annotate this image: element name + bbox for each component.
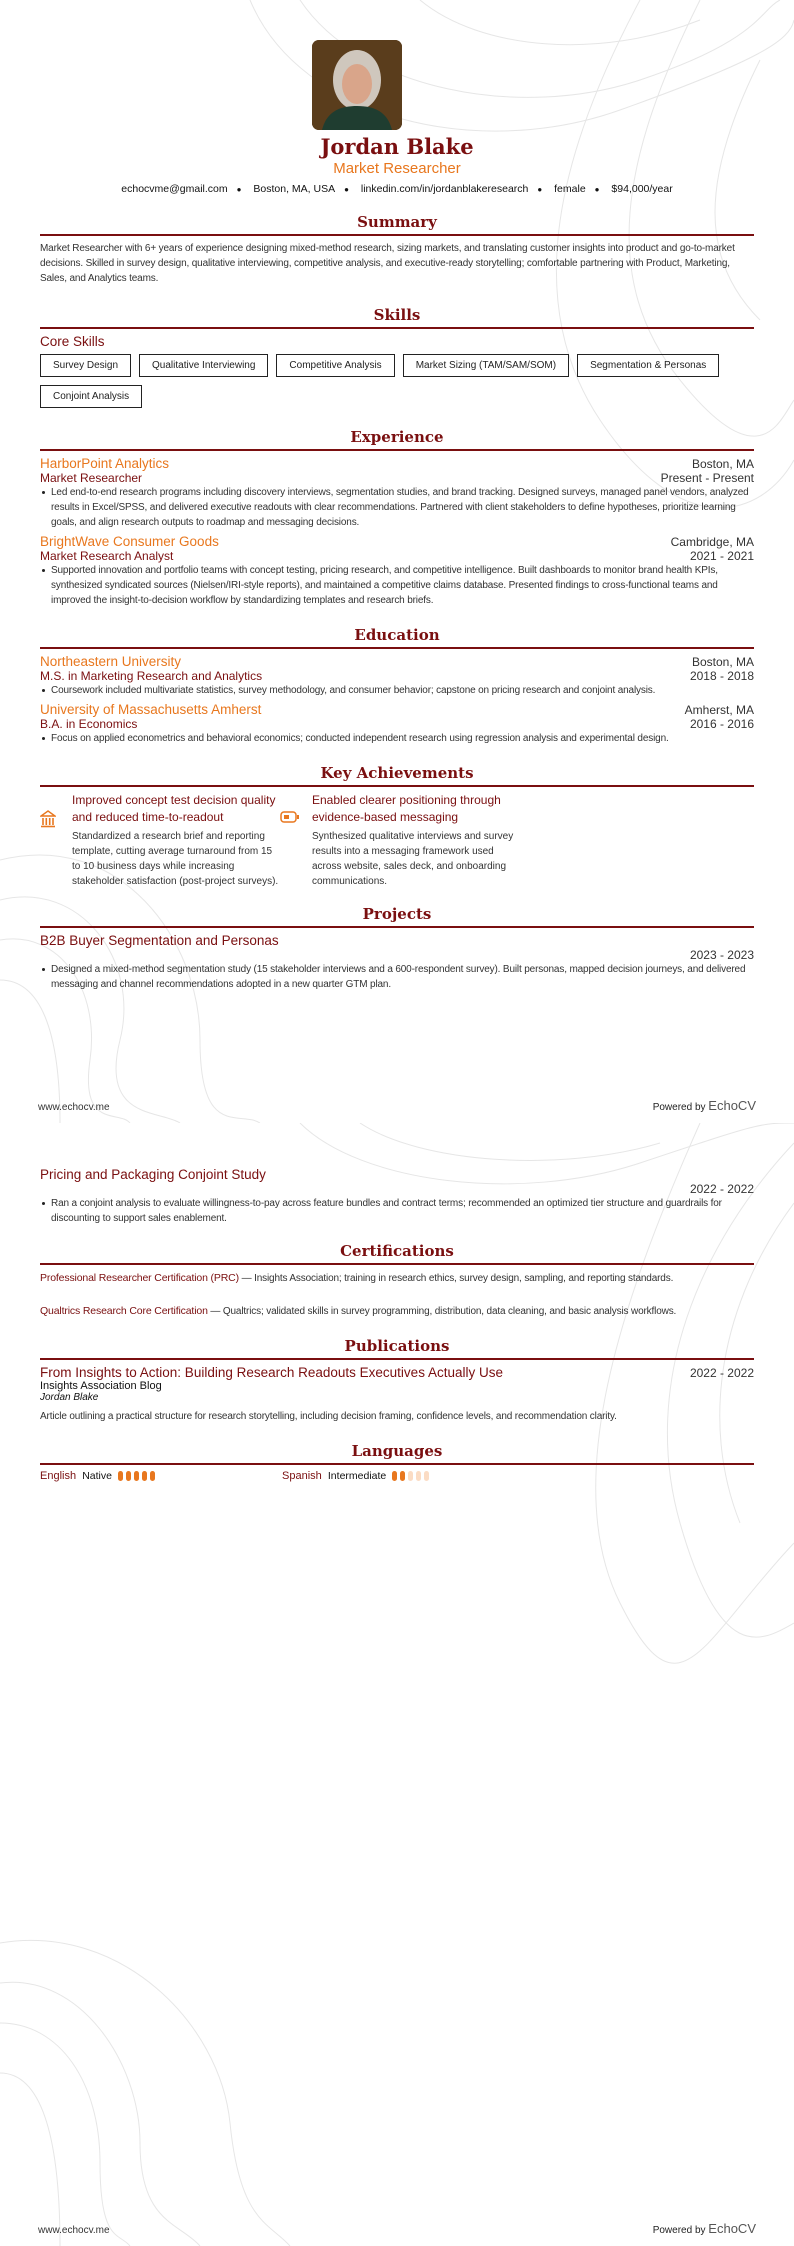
- certification-description: — Insights Association; training in research ethics, survey design, sampling, and reporting standards.: [238, 1273, 674, 1284]
- publication-publisher: Insights Association Blog: [40, 1380, 162, 1392]
- certification-name: Professional Researcher Certification (PRC): [40, 1272, 239, 1284]
- section-heading: Key Achievements: [40, 764, 754, 787]
- publication-dates: 2022 - 2022: [689, 1366, 754, 1380]
- skill-chip: Market Sizing (TAM/SAM/SOM): [403, 354, 569, 377]
- school-name: University of Massachusetts Amherst: [40, 702, 262, 717]
- summary-text: Market Researcher with 6+ years of experience designing mixed-method research, sizing markets, and translating customer insights into product and go-to-market decisions. Skilled in survey design, qualitative interviewing, competitive analysis, and executive-ready storytelling; comfortable partnering with Product, Marketing, Sales, and Analytics teams.: [40, 243, 735, 284]
- project-name: B2B Buyer Segmentation and Personas: [40, 933, 279, 948]
- powered-by-label: Powered by: [652, 1102, 706, 1113]
- page-footer: [38, 1098, 756, 1113]
- project-bullet: Designed a mixed-method segmentation study (15 stakeholder interviews and a 600-respondent survey). Built personas, mapped decision journeys, and delivered messaging and channel recommendations adopted in a new quarter GTM plan.: [40, 962, 754, 992]
- gender: female: [554, 183, 586, 195]
- rating-dot-filled: [134, 1471, 139, 1481]
- section-heading: Skills: [40, 306, 754, 329]
- education-section: [40, 626, 754, 746]
- school-name: Northeastern University: [40, 654, 182, 669]
- project-dates: 2023 - 2023: [689, 948, 754, 962]
- achievements-section: [40, 764, 754, 889]
- experience-item: [40, 534, 754, 608]
- footer-site-link[interactable]: www.echocv.me: [38, 2225, 110, 2236]
- contact-line: echocvme@gmail.com ● Boston, MA, USA ● linkedin.com/in/jordanblakeresearch ● female ● $94,000/year: [121, 183, 673, 195]
- education-bullet: Coursework included multivariate statistics, survey methodology, and consumer behavior; capstone on pricing research and conjoint analysis.: [40, 683, 754, 698]
- skill-chip: Survey Design: [40, 354, 131, 377]
- project-item: [40, 933, 754, 992]
- education-item: [40, 702, 754, 746]
- rating-dot-empty: [408, 1471, 413, 1481]
- certification-item: [40, 1271, 754, 1286]
- language-name: English: [40, 1470, 77, 1482]
- rating-dot-filled: [142, 1471, 147, 1481]
- experience-section: [40, 428, 754, 608]
- job-location: Cambridge, MA: [670, 535, 754, 549]
- company-name: HarborPoint Analytics: [40, 456, 170, 471]
- echocv-brand[interactable]: EchoCV: [708, 1098, 756, 1113]
- rating-dot-filled: [126, 1471, 131, 1481]
- achievement-description: Synthesized qualitative interviews and survey results into a messaging framework used across website, sales deck, and onboarding communications.: [312, 831, 514, 887]
- language-level: Native: [82, 1470, 112, 1482]
- battery-icon: [280, 792, 302, 889]
- degree: B.A. in Economics: [40, 717, 138, 731]
- candidate-name: Jordan Blake: [320, 134, 474, 159]
- rating-dot-filled: [400, 1471, 405, 1481]
- certification-name: Qualtrics Research Core Certification: [40, 1305, 208, 1317]
- profile-photo: [312, 40, 402, 130]
- section-heading: Publications: [40, 1337, 754, 1360]
- job-title: Market Research Analyst: [40, 549, 174, 563]
- languages-section: [40, 1442, 754, 1482]
- project-item: [40, 1167, 754, 1226]
- job-bullet: Supported innovation and portfolio teams with concept testing, pricing research, and competitive intelligence. Built dashboards to monitor brand health KPIs, synthesized syndicated sources (Nielsen/IRI-style reports), and maintained a competitive claims database. Presented findings to cross-functional teams and improved the insight-to-decision workflow by standardizing templates and research briefs.: [40, 563, 754, 608]
- rating-dot-empty: [416, 1471, 421, 1481]
- resume-page-2: [0, 1123, 794, 2246]
- experience-item: [40, 456, 754, 530]
- section-heading: Experience: [40, 428, 754, 451]
- summary-section: [40, 213, 754, 286]
- job-location: Boston, MA: [691, 457, 754, 471]
- page-footer: [38, 2221, 756, 2236]
- certifications-section: [40, 1242, 754, 1319]
- project-bullet: Ran a conjoint analysis to evaluate willingness-to-pay across feature bundles and contract terms; recommended an optimized tier structure and guardrails for discounting to support sales enablement.: [40, 1196, 754, 1226]
- footer-site-link[interactable]: www.echocv.me: [38, 1102, 110, 1113]
- language-rating: [118, 1470, 158, 1482]
- skill-chip: Conjoint Analysis: [40, 385, 142, 408]
- section-heading: Education: [40, 626, 754, 649]
- section-heading: Certifications: [40, 1242, 754, 1265]
- section-heading: Summary: [40, 213, 754, 236]
- achievement-title: Enabled clearer positioning through evidence-based messaging: [312, 793, 501, 824]
- achievement-item: [280, 792, 520, 889]
- achievement-title: Improved concept test decision quality and reduced time-to-readout: [72, 793, 276, 824]
- rating-dot-filled: [150, 1471, 155, 1481]
- skill-group-title: Core Skills: [40, 334, 105, 349]
- projects-section: [40, 905, 754, 992]
- education-item: [40, 654, 754, 698]
- section-heading: Projects: [40, 905, 754, 928]
- language-name: Spanish: [282, 1470, 322, 1482]
- achievement-description: Standardized a research brief and reporting template, cutting average turnaround from 15 to 10 business days while increasing stakeholder satisfaction (post-project surveys).: [72, 831, 279, 887]
- job-bullet: Led end-to-end research programs including discovery interviews, segmentation studies, and brand tracking. Designed surveys, managed panel vendors, analyzed results in Excel/SPSS, and delivered executive readouts with clear recommendations. Partnered with client stakeholders to define hypotheses, prioritize learning goals, and align research outputs to roadmap and messaging decisions.: [40, 485, 754, 530]
- publication-author: Jordan Blake: [40, 1392, 99, 1403]
- company-name: BrightWave Consumer Goods: [40, 534, 219, 549]
- job-dates: Present - Present: [660, 471, 754, 485]
- language-rating: [392, 1470, 432, 1482]
- powered-by-label: Powered by: [652, 2225, 706, 2236]
- degree: M.S. in Marketing Research and Analytics: [40, 669, 263, 683]
- rating-dot-filled: [118, 1471, 123, 1481]
- school-location: Amherst, MA: [684, 703, 754, 717]
- publication-description: Article outlining a practical structure for research storytelling, including decision framing, confidence levels, and recommendation clarity.: [40, 1411, 617, 1422]
- project-dates: 2022 - 2022: [689, 1182, 754, 1196]
- education-dates: 2016 - 2016: [689, 717, 754, 731]
- salary: $94,000/year: [611, 183, 673, 195]
- skill-chip: Qualitative Interviewing: [139, 354, 268, 377]
- project-name: Pricing and Packaging Conjoint Study: [40, 1167, 266, 1182]
- section-heading: Languages: [40, 1442, 754, 1465]
- certification-description: — Qualtrics; validated skills in survey programming, distribution, data cleaning, and basic analysis workflows.: [207, 1306, 677, 1317]
- job-dates: 2021 - 2021: [689, 549, 754, 563]
- job-title: Market Researcher: [40, 471, 143, 485]
- education-dates: 2018 - 2018: [689, 669, 754, 683]
- school-location: Boston, MA: [691, 655, 754, 669]
- skills-section: [40, 306, 754, 408]
- email[interactable]: echocvme@gmail.com: [121, 183, 228, 195]
- language-level: Intermediate: [327, 1470, 387, 1482]
- echocv-brand[interactable]: EchoCV: [708, 2221, 756, 2236]
- portrait-image: [312, 40, 402, 130]
- education-bullet: Focus on applied econometrics and behavioral economics; conducted independent research using regression analysis and experimental design.: [40, 731, 754, 746]
- publication-title: From Insights to Action: Building Research Readouts Executives Actually Use: [40, 1365, 503, 1380]
- rating-dot-filled: [392, 1471, 397, 1481]
- certification-item: [40, 1304, 754, 1319]
- language-item: [40, 1470, 282, 1482]
- skill-chip: Competitive Analysis: [276, 354, 394, 377]
- language-item: [282, 1470, 432, 1482]
- bank-icon: [40, 792, 62, 889]
- achievement-item: [40, 792, 280, 889]
- linkedin-link[interactable]: linkedin.com/in/jordanblakeresearch: [360, 183, 529, 195]
- publications-section: [40, 1337, 754, 1424]
- candidate-title: Market Researcher: [333, 160, 461, 177]
- skill-chip: Segmentation & Personas: [577, 354, 719, 377]
- location: Boston, MA, USA: [253, 183, 336, 195]
- rating-dot-empty: [424, 1471, 429, 1481]
